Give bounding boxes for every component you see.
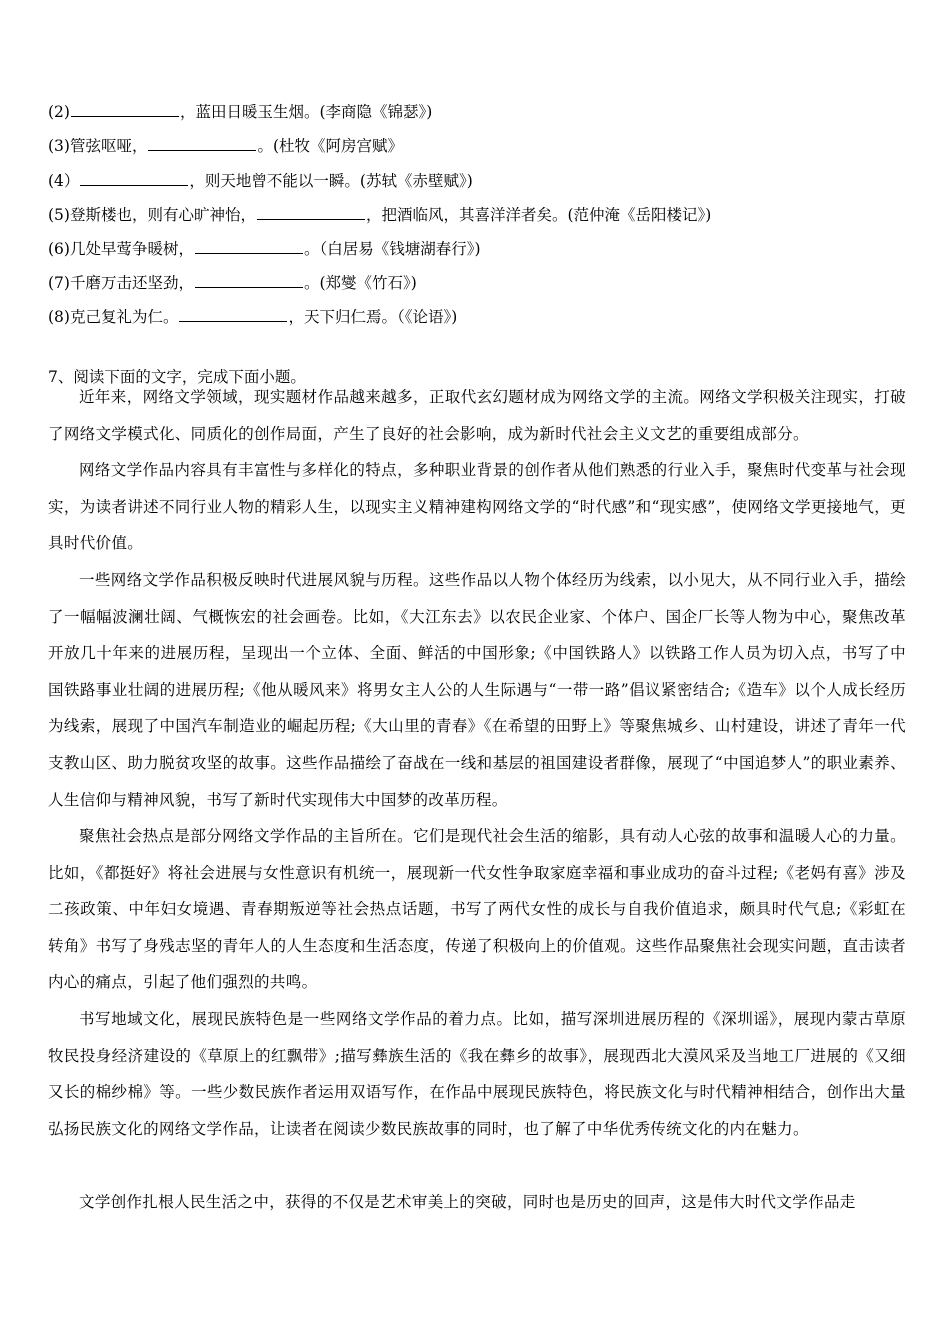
answer-blank[interactable] (71, 102, 179, 117)
item-suffix: 。(杜牧《阿房宫赋》 (257, 137, 404, 155)
fill-item-4 (48, 170, 906, 192)
item-prefix: (6)几处早莺争暖树， (48, 240, 194, 258)
item-suffix: ，蓝田日暖玉生烟。(李商隐《锦瑟》) (179, 103, 433, 121)
fill-item-5 (48, 204, 906, 226)
paragraph-5: 书写地域文化，展现民族特色是一些网络文学作品的着力点。比如，描写深圳进展历程的《深圳谣》，展现内蒙古草原牧民投身经济建设的《草原上的红飘带》;描写彝族生活的《我在彝乡的故事》，展现西北大漠风采及当地工厂进展的《又细又长的棉纱棉》等。一些少数民族作者运用双语写作，在作品中展现民族特色，将民族文化与时代精神相结合，创作出大量弘扬民族文化的网络文学作品，让读者在阅读少数民族故事的同时，也了解了中华优秀传统文化的内在魅力。 (48, 1010, 906, 1138)
item-suffix: ，则天地曾不能以一瞬。(苏轼《赤壁赋》) (189, 172, 473, 190)
answer-blank[interactable] (195, 273, 303, 288)
answer-blank[interactable] (195, 239, 303, 254)
item-prefix: (4） (48, 172, 80, 190)
paragraph-4: 聚焦社会热点是部分网络文学作品的主旨所在。它们是现代社会生活的缩影，具有动人心弦的故事和温暖人心的力量。比如，《都挺好》将社会进展与女性意识有机统一，展现新一代女性争取家庭幸福和事业成功的奋斗过程;《老妈有喜》涉及二孩政策、中年妇女境遇、青春期叛逆等社会热点话题，书写了两代女性的成长与自我价值追求，颇具时代气息;《彩虹在转角》书写了身残志坚的青年人的人生态度和生活态度，传递了积极向上的价值观。这些作品聚焦社会现实问题，直击读者内心的痛点，引起了他们强烈的共鸣。 (48, 827, 906, 992)
item-suffix: 。(郑燮《竹石》) (303, 274, 417, 292)
answer-blank[interactable] (179, 307, 287, 322)
item-prefix: (7)千磨万击还坚劲， (48, 274, 194, 292)
item-suffix: ，天下归仁焉。（《论语》) (288, 308, 458, 326)
paragraph-6: 文学创作扎根人民生活之中，获得的不仅是艺术审美上的突破，同时也是历史的回声，这是伟大时代文学作品走 (79, 1193, 856, 1211)
fill-item-3 (48, 135, 906, 157)
paragraph-3: 一些网络文学作品积极反映时代进展风貌与历程。这些作品以人物个体经历为线索，以小见大，从不同行业入手，描绘了一幅幅波澜壮阔、气概恢宏的社会画卷。比如，《大江东去》以农民企业家、个体户、国企厂长等人物为中心，聚焦改革开放几十年来的进展历程，呈现出一个立体、全面、鲜活的中国形象;《中国铁路人》以铁路工作人员为切入点，书写了中国铁路事业壮阔的进展历程;《他从暖风来》将男女主人公的人生际遇与“一带一路”倡议紧密结合;《造车》以个人成长经历为线索，展现了中国汽车制造业的崛起历程;《大山里的青春》《在希望的田野上》等聚焦城乡、山村建设，讲述了青年一代支教山区、助力脱贫攻坚的故事。这些作品描绘了奋战在一线和基层的祖国建设者群像，展现了“中国追梦人”的职业素养、人生信仰与精神风貌，书写了新时代实现伟大中国梦的改革历程。 (48, 571, 906, 809)
paragraph-2: 网络文学作品内容具有丰富性与多样化的特点，多种职业背景的创作者从他们熟悉的行业入手，聚焦时代变革与社会现实，为读者讲述不同行业人物的精彩人生，以现实主义精神建构网络文学的“时代感”和“现实感”，使网络文学更接地气，更具时代价值。 (48, 461, 906, 553)
item-prefix: (5)登斯楼也，则有心旷神怡， (48, 206, 256, 224)
fill-item-6 (48, 238, 906, 260)
item-prefix: (8)克己复礼为仁。 (48, 308, 179, 326)
item-prefix: (3)管弦呕哑， (48, 137, 148, 155)
answer-blank[interactable] (148, 136, 256, 151)
item-suffix: 。（白居易《钱塘湖春行》) (303, 240, 481, 258)
fill-item-2 (48, 101, 906, 123)
question-heading: 7、阅读下面的文字，完成下面小题。 (48, 368, 306, 386)
item-prefix: (2) (48, 103, 70, 121)
item-suffix: ，把酒临风，其喜洋洋者矣。(范仲淹《岳阳楼记》) (365, 206, 712, 224)
paragraph-1: 近年来，网络文学领域，现实题材作品越来越多，正取代玄幻题材成为网络文学的主流。网络文学积极关注现实，打破了网络文学模式化、同质化的创作局面，产生了良好的社会影响，成为新时代社会主义文艺的重要组成部分。 (48, 388, 906, 443)
answer-blank[interactable] (80, 171, 188, 186)
answer-blank[interactable] (257, 205, 365, 220)
fill-item-8 (48, 306, 906, 328)
fill-item-7 (48, 272, 906, 294)
